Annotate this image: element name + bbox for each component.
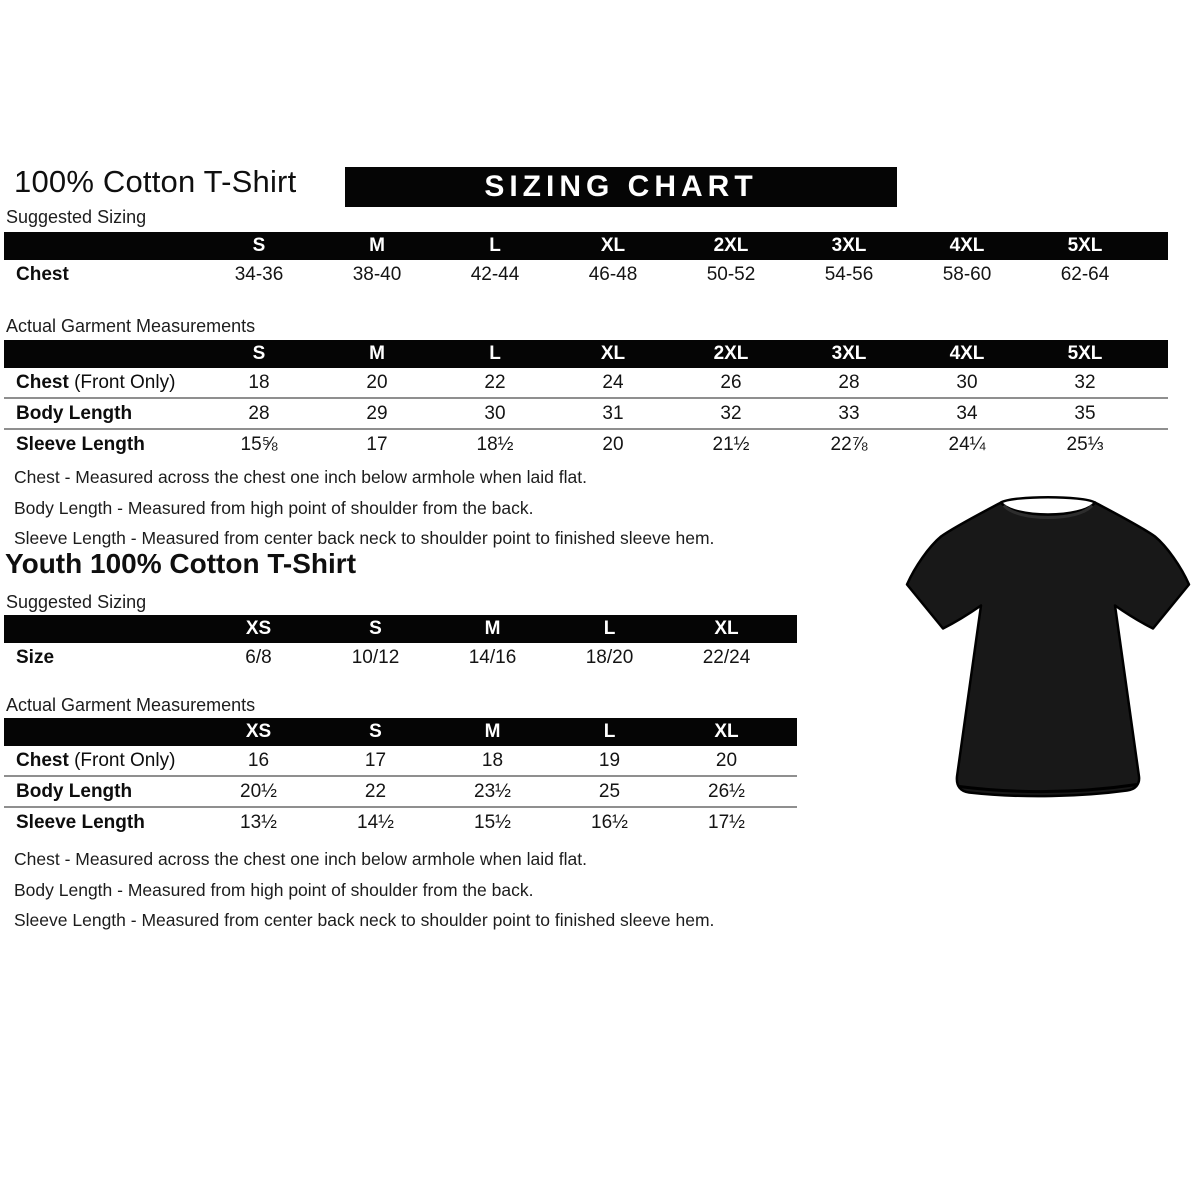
size-column-header: M [434, 718, 551, 746]
size-column-header: XS [200, 718, 317, 746]
size-column-header: 4XL [908, 340, 1026, 368]
size-column-header: L [551, 718, 668, 746]
size-column-header: L [551, 615, 668, 643]
cell-value: 20 [715, 749, 738, 771]
size-column-header: S [317, 615, 434, 643]
cell-value: 22/24 [702, 646, 751, 668]
size-column-header: M [318, 340, 436, 368]
cell-value: 25 [551, 776, 668, 807]
adult-suggested-sizing-label: Suggested Sizing [6, 207, 147, 227]
table-spacer-cell [785, 746, 797, 776]
adult-suggested-sizing-table [4, 232, 1168, 289]
table-spacer-cell [1144, 260, 1168, 289]
size-column-header: XL [668, 718, 785, 746]
cell-value: 38-40 [352, 263, 402, 285]
table-row-size [4, 643, 797, 672]
cell-value: 24¼ [908, 429, 1026, 459]
cell-value: 17 [364, 749, 387, 771]
size-column-header: S [200, 232, 318, 260]
cell-value: 6/8 [245, 646, 272, 668]
size-column-header: XL [668, 615, 785, 643]
cell-value: 24 [602, 371, 624, 393]
table-spacer-cell [785, 615, 797, 643]
row-label [4, 368, 200, 398]
cell-value: 58-60 [942, 263, 992, 285]
size-column-header: 3XL [790, 232, 908, 260]
cell-value: 29 [318, 398, 436, 429]
youth-section-title: Youth 100% Cotton T-Shirt [5, 548, 357, 579]
youth-suggested-sizing-label: Suggested Sizing [6, 592, 147, 612]
cell-value: 26 [720, 371, 742, 393]
size-column-header: XL [554, 340, 672, 368]
cell-value: 26½ [668, 776, 785, 807]
cell-value: 17½ [668, 807, 785, 837]
cell-value: 34 [908, 398, 1026, 429]
table-spacer-cell [1144, 429, 1168, 459]
cell-value: 19 [598, 749, 621, 771]
adult-actual-measurements-table [4, 340, 1168, 459]
note-line: Body Length - Measured from high point of shoulder from the back. [14, 879, 534, 900]
cell-value: 21½ [672, 429, 790, 459]
table-row-chest [4, 368, 1168, 398]
row-label [4, 807, 200, 837]
table-row-sleeve-length [4, 429, 1168, 459]
cell-value: 16½ [551, 807, 668, 837]
cell-value: 14/16 [468, 646, 517, 668]
cell-value: 54-56 [824, 263, 874, 285]
cell-value: 15⅝ [200, 429, 318, 459]
table-spacer-cell [785, 776, 797, 807]
table-row-body-length [4, 776, 797, 807]
cell-value: 32 [672, 398, 790, 429]
size-column-header: M [318, 232, 436, 260]
youth-actual-measurements-table [4, 718, 797, 837]
cell-value: 62-64 [1060, 263, 1110, 285]
cell-value: 15½ [434, 807, 551, 837]
row-label-text: Sleeve Length [16, 811, 145, 833]
row-label-text: Body Length [16, 780, 133, 802]
size-column-header: L [436, 232, 554, 260]
cell-value: 35 [1026, 398, 1144, 429]
cell-value: 50-52 [706, 263, 756, 285]
cell-value: 10/12 [351, 646, 400, 668]
row-label: Chest [16, 263, 69, 285]
table-header-row [4, 340, 1168, 368]
table-row-chest [4, 260, 1168, 289]
cell-value: 28 [838, 371, 860, 393]
table-spacer-cell [1144, 340, 1168, 368]
table-header-row [4, 718, 797, 746]
youth-actual-measurements-label: Actual Garment Measurements [6, 695, 256, 715]
row-label [4, 746, 200, 776]
size-column-header: 5XL [1026, 232, 1144, 260]
cell-value: 20 [366, 371, 388, 393]
cell-value: 22 [484, 371, 506, 393]
row-label-suffix: (Front Only) [68, 749, 176, 771]
size-column-header: XS [200, 615, 317, 643]
size-column-header: 2XL [672, 232, 790, 260]
table-spacer-cell [1144, 232, 1168, 260]
cell-value: 18 [481, 749, 504, 771]
size-column-header: M [434, 615, 551, 643]
note-line: Body Length - Measured from high point of shoulder from the back. [14, 497, 534, 518]
row-label-text: Chest [16, 371, 69, 393]
cell-value: 30 [436, 398, 554, 429]
black-tshirt-image [893, 474, 1193, 809]
size-column-header: XL [554, 232, 672, 260]
cell-value: 18½ [436, 429, 554, 459]
cell-value: 31 [554, 398, 672, 429]
cell-value: 25⅓ [1026, 429, 1144, 459]
table-row-body-length [4, 398, 1168, 429]
table-corner-cell [4, 340, 200, 368]
table-corner-cell [4, 615, 200, 643]
table-spacer-cell [785, 718, 797, 746]
adult-actual-measurements-label: Actual Garment Measurements [6, 316, 256, 336]
youth-measurement-notes [14, 844, 714, 936]
size-column-header: S [200, 340, 318, 368]
table-spacer-cell [1144, 368, 1168, 398]
cell-value: 33 [790, 398, 908, 429]
table-header-row [4, 615, 797, 643]
table-spacer-cell [785, 807, 797, 837]
cell-value: 20 [554, 429, 672, 459]
cell-value: 18 [248, 371, 270, 393]
row-label [4, 429, 200, 459]
cell-value: 42-44 [470, 263, 520, 285]
row-label [4, 398, 200, 429]
table-row-chest [4, 746, 797, 776]
size-column-header: 3XL [790, 340, 908, 368]
table-row-sleeve-length [4, 807, 797, 837]
size-column-header: S [317, 718, 434, 746]
cell-value: 28 [200, 398, 318, 429]
cell-value: 32 [1074, 371, 1096, 393]
table-corner-cell [4, 718, 200, 746]
row-label-suffix: (Front Only) [68, 371, 176, 393]
note-line: Sleeve Length - Measured from center back neck to shoulder point to finished sleeve hem. [14, 910, 715, 930]
cell-value: 14½ [317, 807, 434, 837]
cell-value: 13½ [200, 807, 317, 837]
table-spacer-cell [785, 643, 797, 672]
sizing-chart-banner-label: SIZING CHART [484, 170, 758, 203]
size-column-header: 5XL [1026, 340, 1144, 368]
cell-value: 46-48 [588, 263, 638, 285]
table-corner-cell [4, 232, 200, 260]
sizing-chart-banner [345, 167, 897, 207]
row-label [4, 776, 200, 807]
tshirt-graphic [893, 474, 1193, 809]
cell-value: 16 [247, 749, 270, 771]
row-label: Size [16, 646, 55, 668]
note-line: Chest - Measured across the chest one inch below armhole when laid flat. [14, 849, 587, 869]
row-label-text: Body Length [16, 402, 133, 424]
cell-value: 30 [956, 371, 978, 393]
table-header-row [4, 232, 1168, 260]
cell-value: 23½ [434, 776, 551, 807]
size-column-header: 4XL [908, 232, 1026, 260]
row-label-text: Sleeve Length [16, 433, 145, 455]
youth-suggested-sizing-table [4, 615, 797, 672]
cell-value: 22⅞ [790, 429, 908, 459]
table-spacer-cell [1144, 398, 1168, 429]
size-column-header: L [436, 340, 554, 368]
adult-measurement-notes [14, 462, 714, 554]
cell-value: 18/20 [585, 646, 634, 668]
cell-value: 17 [318, 429, 436, 459]
row-label-text: Chest [16, 749, 69, 771]
page-title: 100% Cotton T-Shirt [14, 164, 297, 199]
cell-value: 34-36 [234, 263, 284, 285]
cell-value: 20½ [200, 776, 317, 807]
cell-value: 22 [317, 776, 434, 807]
note-line: Sleeve Length - Measured from center back neck to shoulder point to finished sleeve hem. [14, 528, 715, 548]
note-line: Chest - Measured across the chest one inch below armhole when laid flat. [14, 467, 587, 487]
size-column-header: 2XL [672, 340, 790, 368]
